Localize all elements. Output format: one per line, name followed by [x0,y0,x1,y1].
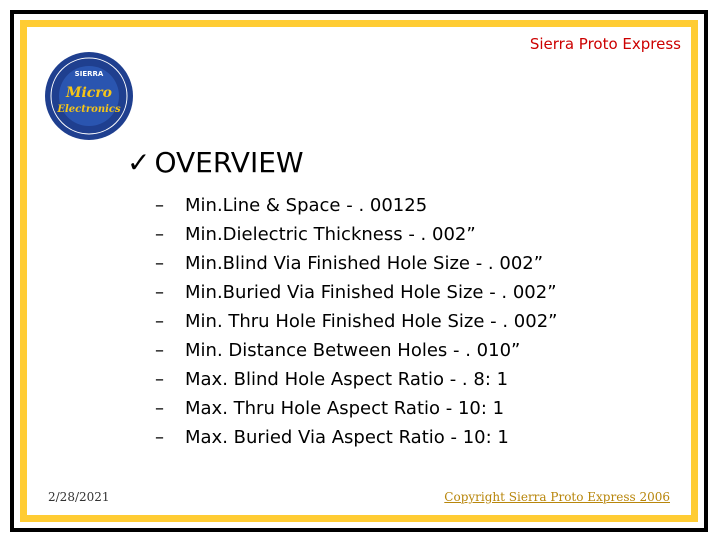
sierra-micro-electronics-logo [43,50,135,142]
dash-bullet-icon: – [155,253,164,274]
dash-bullet-icon: – [155,369,164,390]
logo-line2-text: Electronics [57,104,121,115]
checkmark-icon: ✓ [127,146,151,179]
list-item-text: Min. Thru Hole Finished Hole Size - . 002” [185,311,558,332]
list-item-text: Max. Thru Hole Aspect Ratio - 10: 1 [185,398,505,419]
list-item-text: Min. Distance Between Holes - . 010” [185,340,521,361]
slide-outer-frame [10,10,708,532]
list-item-text: Min.Dielectric Thickness - . 002” [185,224,476,245]
logo-top-text: SIERRA [74,70,104,78]
footer-copyright-link[interactable]: Copyright Sierra Proto Express 2006 [444,490,670,504]
footer-date: 2/28/2021 [48,490,110,504]
list-item [155,220,557,249]
spec-list [155,191,557,452]
brand-title: Sierra Proto Express [529,35,681,53]
list-item-text: Max. Blind Hole Aspect Ratio - . 8: 1 [185,369,509,390]
list-item [155,191,557,220]
list-item [155,423,557,452]
dash-bullet-icon: – [155,195,164,216]
list-item [155,307,557,336]
list-item [155,278,557,307]
list-item [155,365,557,394]
dash-bullet-icon: – [155,398,164,419]
list-item-text: Min.Line & Space - . 00125 [185,195,428,216]
heading-text: OVERVIEW [154,146,304,179]
overview-heading [127,146,304,179]
dash-bullet-icon: – [155,224,164,245]
dash-bullet-icon: – [155,282,164,303]
list-item-text: Min.Buried Via Finished Hole Size - . 002” [185,282,557,303]
logo-line1-text: Micro [65,85,113,101]
list-item [155,336,557,365]
list-item-text: Min.Blind Via Finished Hole Size - . 002” [185,253,544,274]
list-item-text: Max. Buried Via Aspect Ratio - 10: 1 [185,427,509,448]
dash-bullet-icon: – [155,427,164,448]
dash-bullet-icon: – [155,311,164,332]
list-item [155,394,557,423]
list-item [155,249,557,278]
slide-yellow-frame [20,20,698,522]
dash-bullet-icon: – [155,340,164,361]
